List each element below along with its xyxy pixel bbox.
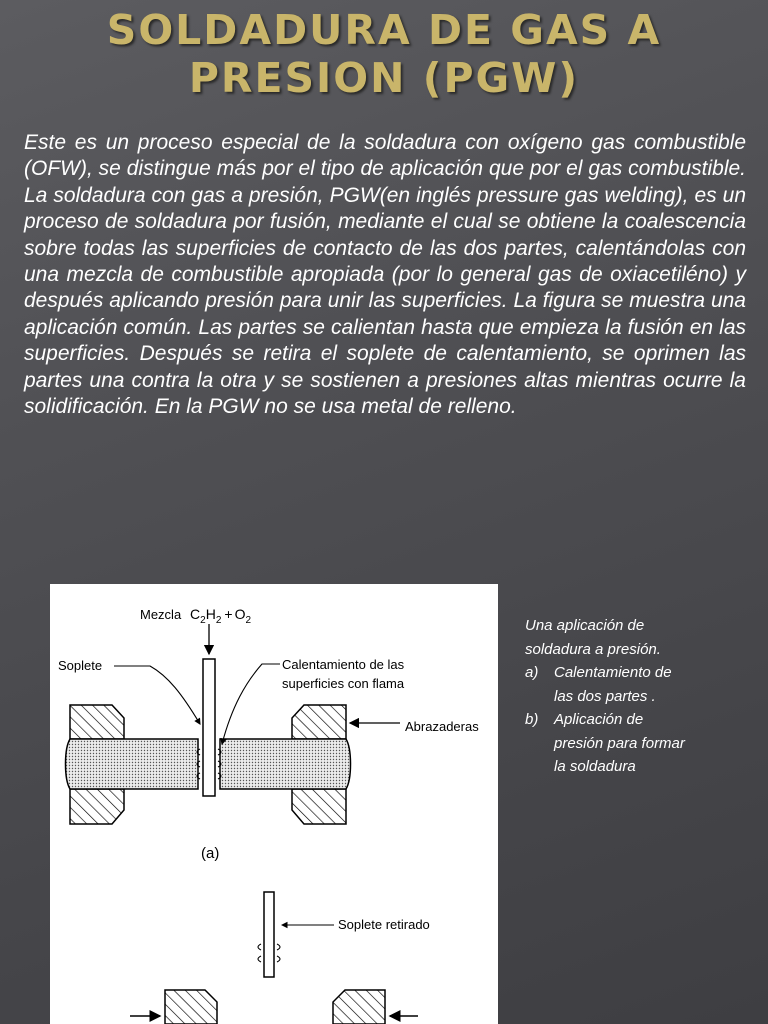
calentamiento-label-line2: superficies con flama: [282, 676, 405, 691]
caption-item-a: [525, 661, 735, 708]
mezcla-label: Mezcla: [140, 607, 182, 622]
title-line-1: SOLDADURA DE GAS A: [106, 6, 662, 54]
clamp-left-top: [70, 705, 124, 739]
caption-marker-a: a): [525, 664, 539, 681]
workpiece-left: [66, 739, 199, 789]
caption-item-a-line1: Calentamiento de: [554, 664, 672, 681]
figure-caption: [525, 614, 735, 779]
caption-item-a-line2: las dos partes .: [554, 687, 656, 705]
caption-list: [525, 661, 735, 779]
soplete-retirado-label: Soplete retirado: [338, 917, 430, 932]
clamp-lower-right: [333, 990, 385, 1024]
caption-item-b-line3: la soldadura: [554, 758, 636, 775]
calentamiento-label-line1: Calentamiento de las: [282, 657, 405, 672]
caption-item-b: [525, 708, 735, 779]
workpiece-right: [220, 739, 351, 789]
clamp-right-top: [292, 705, 346, 739]
clamp-lower-left: [165, 990, 217, 1024]
pgw-figure: [50, 584, 498, 1024]
torch-withdrawn: [264, 892, 274, 977]
caption-intro-line1: Una aplicación de: [525, 617, 645, 634]
calentamiento-leader: [222, 664, 280, 744]
clamp-right-bottom: [292, 789, 346, 824]
caption-item-b-line2: presión para formar: [554, 734, 685, 752]
abrazaderas-label: Abrazaderas: [405, 719, 479, 734]
pgw-diagram: [50, 584, 498, 1024]
soplete-leader: [114, 666, 200, 724]
soplete-label: Soplete: [58, 658, 103, 673]
slide-title: [0, 6, 768, 102]
part-a-label: (a): [201, 845, 220, 862]
gas-formula: $C_2H_2 + O_2$: [190, 606, 252, 626]
torch-upper: [203, 659, 215, 796]
title-line-2: PRESION (PGW): [188, 54, 580, 102]
caption-marker-b: b): [525, 711, 539, 728]
clamp-left-bottom: [70, 789, 124, 824]
body-paragraph: Este es un proceso especial de la soldadura con oxígeno gas combustible (OFW), se distingue más por el tipo de aplicación que por el gas combustible. La soldadura con gas a presión, PGW(en inglés pressure gas welding), es un proceso de soldadura por fusión, mediante el cual se obtiene la coalescencia sobre todas las superficies de contacto de las dos partes, calentándolas con una mezcla de combustible apropiada (por lo general gas de oxiacetiléno) y después aplicando presión para unir las superficies. La figura se muestra una aplicación común. Las partes se calientan hasta que empieza la fusión en las superficies. Después se retira el soplete de calentamiento, se oprimen las partes una contra la otra y se sostienen a presiones altas mientras ocurre la solidificación. En la PGW no se usa metal de relleno.: [24, 131, 746, 419]
caption-intro-line2: soldadura a presión.: [525, 640, 661, 658]
caption-item-b-line1: Aplicación de: [554, 711, 644, 728]
caption-intro: [525, 614, 735, 661]
